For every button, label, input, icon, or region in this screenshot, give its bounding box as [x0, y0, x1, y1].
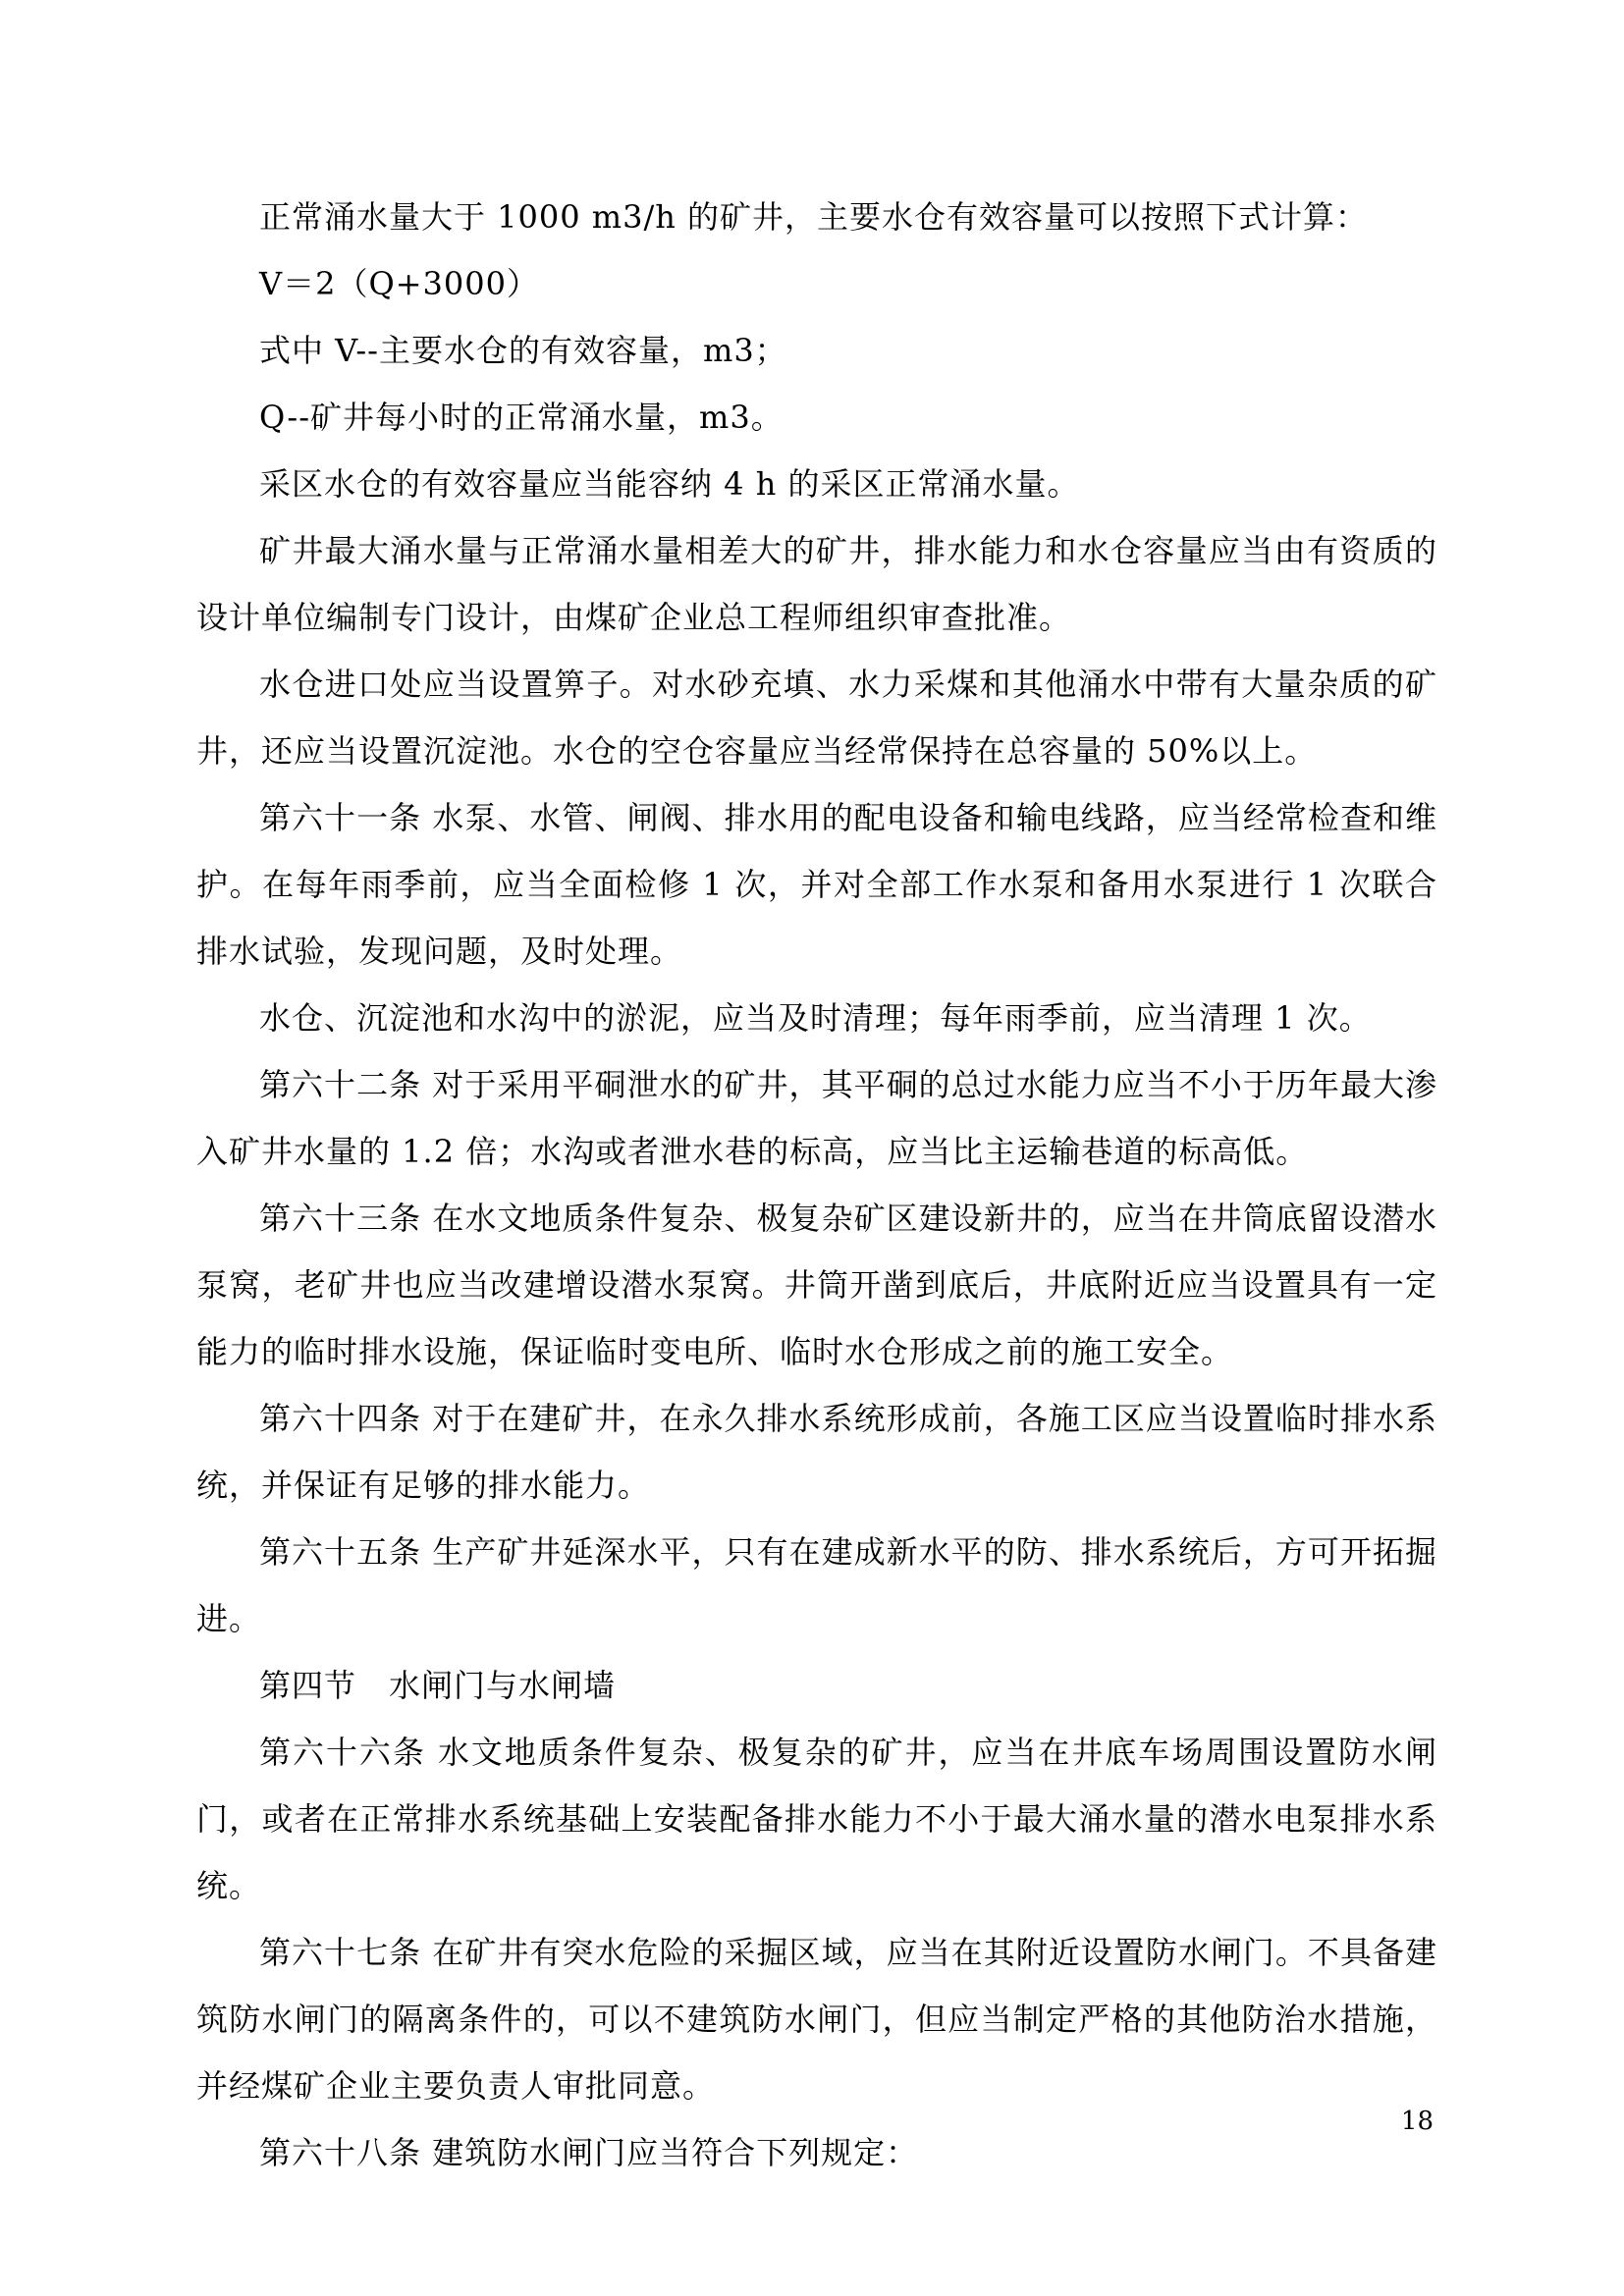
paragraph-district-sump: 采区水仓的有效容量应当能容纳 4 h 的采区正常涌水量。	[259, 465, 1080, 503]
paragraph-article-64: 第六十四条 对于在建矿井，在永久排水系统形成前，各施工区应当设置临时排水系统，并保证有足够的排水能力。	[196, 1400, 1437, 1504]
paragraph-article-63: 第六十三条 在水文地质条件复杂、极复杂矿区建设新井的，应当在井筒底留设潜水泵窝，老矿井也应当改建增设潜水泵窝。井筒开凿到底后，井底附近应当设置具有一定能力的临时排水设施，保证临时变电所、临时水仓形成之前的施工安全。	[196, 1200, 1437, 1370]
paragraph-sump-grating: 水仓进口处应当设置箅子。对水砂充填、水力采煤和其他涌水中带有大量杂质的矿井，还应当设置沉淀池。水仓的空仓容量应当经常保持在总容量的 50%以上。	[196, 666, 1437, 770]
paragraph-special-design: 矿井最大涌水量与正常涌水量相差大的矿井，排水能力和水仓容量应当由有资质的设计单位编制专门设计，由煤矿企业总工程师组织审查批准。	[196, 532, 1437, 636]
section-heading-water-gate: 第四节 水闸门与水闸墙	[259, 1667, 617, 1704]
paragraph-formula-q-definition: Q--矿井每小时的正常涌水量，m3。	[259, 399, 784, 436]
paragraph-article-61: 第六十一条 水泵、水管、闸阀、排水用的配电设备和输电线路，应当经常检查和维护。在每年雨季前，应当全面检修 1 次，并对全部工作水泵和备用水泵进行 1 次联合排水试验，发现问题，及时处理。	[196, 799, 1437, 970]
paragraph-article-68: 第六十八条 建筑防水闸门应当符合下列规定：	[259, 2134, 919, 2171]
paragraph-article-67: 第六十七条 在矿井有突水危险的采掘区域，应当在其附近设置防水闸门。不具备建筑防水闸门的隔离条件的，可以不建筑防水闸门，但应当制定严格的其他防治水措施，并经煤矿企业主要负责人审批同意。	[196, 1934, 1437, 2105]
document-body	[196, 184, 1437, 2186]
paragraph-formula: V＝2（Q+3000）	[259, 265, 539, 302]
paragraph-formula-v-definition: 式中 V--主要水仓的有效容量，m3；	[259, 332, 787, 369]
page-number: 18	[1400, 2107, 1434, 2136]
paragraph-storage-formula-intro: 正常涌水量大于 1000 m3/h 的矿井，主要水仓有效容量可以按照下式计算：	[259, 198, 1369, 236]
paragraph-article-65: 第六十五条 生产矿井延深水平，只有在建成新水平的防、排水系统后，方可开拓掘进。	[196, 1533, 1437, 1637]
paragraph-silt-cleaning: 水仓、沉淀池和水沟中的淤泥，应当及时清理；每年雨季前，应当清理 1 次。	[259, 999, 1372, 1037]
paragraph-article-62: 第六十二条 对于采用平硐泄水的矿井，其平硐的总过水能力应当不小于历年最大渗入矿井水量的 1.2 倍；水沟或者泄水巷的标高，应当比主运输巷道的标高低。	[196, 1066, 1437, 1170]
paragraph-article-66: 第六十六条 水文地质条件复杂、极复杂的矿井，应当在井底车场周围设置防水闸门，或者在正常排水系统基础上安装配备排水能力不小于最大涌水量的潜水电泵排水系统。	[196, 1734, 1437, 1904]
